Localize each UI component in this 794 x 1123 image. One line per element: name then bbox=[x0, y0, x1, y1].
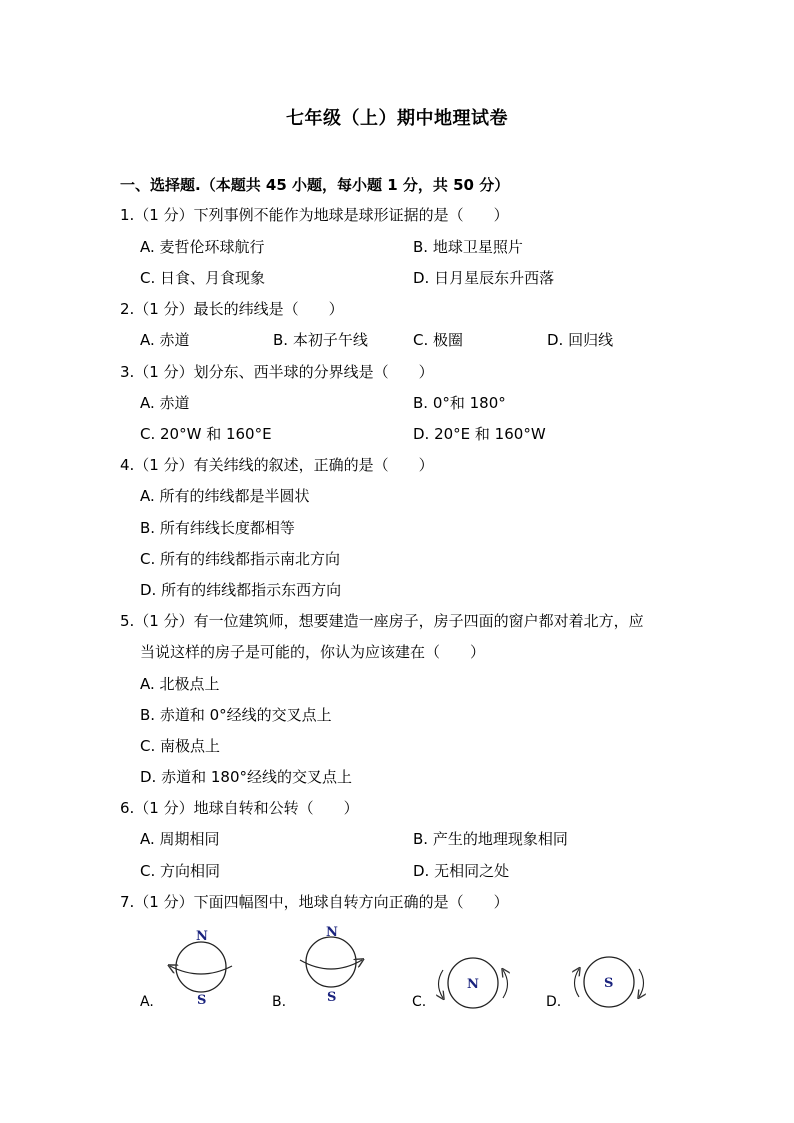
figure-d-label: D. bbox=[546, 994, 562, 1010]
question-1-stem: 1.（1 分）下列事例不能作为地球是球形证据的是（ ） bbox=[120, 206, 509, 224]
question-3-stem: 3.（1 分）划分东、西半球的分界线是（ ） bbox=[120, 363, 434, 381]
q6-option-d: D. 无相同之处 bbox=[413, 862, 510, 880]
q1-option-d: D. 日月星辰东升西落 bbox=[413, 269, 555, 287]
q5-option-b: B. 赤道和 0°经线的交叉点上 bbox=[140, 706, 332, 724]
q1-option-c: C. 日食、月食现象 bbox=[140, 269, 266, 287]
q3-option-b: B. 0°和 180° bbox=[413, 394, 506, 412]
q1-option-b: B. 地球卫星照片 bbox=[413, 238, 523, 256]
q5-option-c: C. 南极点上 bbox=[140, 737, 221, 755]
q6-option-c: C. 方向相同 bbox=[140, 862, 221, 880]
globe-c-north: N bbox=[467, 977, 479, 992]
globe-b-south: S bbox=[327, 990, 337, 1005]
globe-a-circle bbox=[176, 942, 226, 992]
globe-d-arrow-left bbox=[575, 969, 580, 997]
q2-option-d: D. 回归线 bbox=[547, 331, 614, 349]
globe-b-arrow bbox=[300, 960, 362, 969]
figure-a-globe bbox=[170, 929, 232, 1008]
question-5-stem: 5.（1 分）有一位建筑师，想要建造一座房子，房子四面的窗户都对着北方，应 bbox=[120, 612, 644, 630]
q5-option-d: D. 赤道和 180°经线的交叉点上 bbox=[140, 768, 352, 786]
q3-option-c: C. 20°W 和 160°E bbox=[140, 425, 272, 443]
page-title: 七年级（上）期中地理试卷 bbox=[286, 108, 508, 129]
globe-a-south: S bbox=[197, 993, 207, 1008]
question-2-stem: 2.（1 分）最长的纬线是（ ） bbox=[120, 300, 344, 318]
q2-option-c: C. 极圈 bbox=[413, 331, 464, 349]
q1-option-a: A. 麦哲伦环球航行 bbox=[140, 238, 265, 256]
q3-option-a: A. 赤道 bbox=[140, 394, 190, 412]
q6-option-b: B. 产生的地理现象相同 bbox=[413, 830, 568, 848]
q4-option-d: D. 所有的纬线都指示东西方向 bbox=[140, 581, 342, 599]
figure-b-label: B. bbox=[272, 994, 287, 1010]
q5-option-a: A. 北极点上 bbox=[140, 675, 220, 693]
q2-option-b: B. 本初子午线 bbox=[273, 331, 368, 349]
q4-option-a: A. 所有的纬线都是半圆状 bbox=[140, 487, 310, 505]
q3-option-d: D. 20°E 和 160°W bbox=[413, 425, 546, 443]
globe-d-arrow-right bbox=[639, 969, 644, 997]
question-5-stem-continued: 当说这样的房子是可能的，你认为应该建在（ ） bbox=[140, 643, 486, 661]
figure-c-label: C. bbox=[412, 994, 427, 1010]
q4-option-b: B. 所有纬线长度都相等 bbox=[140, 519, 295, 537]
globe-a-arrow bbox=[170, 966, 232, 974]
globe-a-north: N bbox=[196, 929, 208, 944]
figure-b-globe bbox=[300, 925, 362, 1005]
globe-d-south: S bbox=[604, 976, 614, 991]
section-heading: 一、选择题.（本题共 45 小题，每小题 1 分，共 50 分） bbox=[120, 176, 510, 194]
question-7-stem: 7.（1 分）下面四幅图中，地球自转方向正确的是（ ） bbox=[120, 893, 509, 911]
q2-option-a: A. 赤道 bbox=[140, 331, 190, 349]
figure-c-globe bbox=[439, 958, 508, 1008]
q6-option-a: A. 周期相同 bbox=[140, 830, 220, 848]
globe-c-arrow-left bbox=[439, 970, 444, 998]
q4-option-c: C. 所有的纬线都指示南北方向 bbox=[140, 550, 341, 568]
globe-b-circle bbox=[306, 937, 356, 987]
globe-c-arrow-right bbox=[503, 970, 508, 998]
question-4-stem: 4.（1 分）有关纬线的叙述，正确的是（ ） bbox=[120, 456, 434, 474]
figure-a-label: A. bbox=[140, 994, 154, 1010]
figure-d-globe bbox=[575, 957, 644, 1007]
globe-b-north: N bbox=[326, 925, 338, 940]
question-6-stem: 6.（1 分）地球自转和公转（ ） bbox=[120, 799, 359, 817]
